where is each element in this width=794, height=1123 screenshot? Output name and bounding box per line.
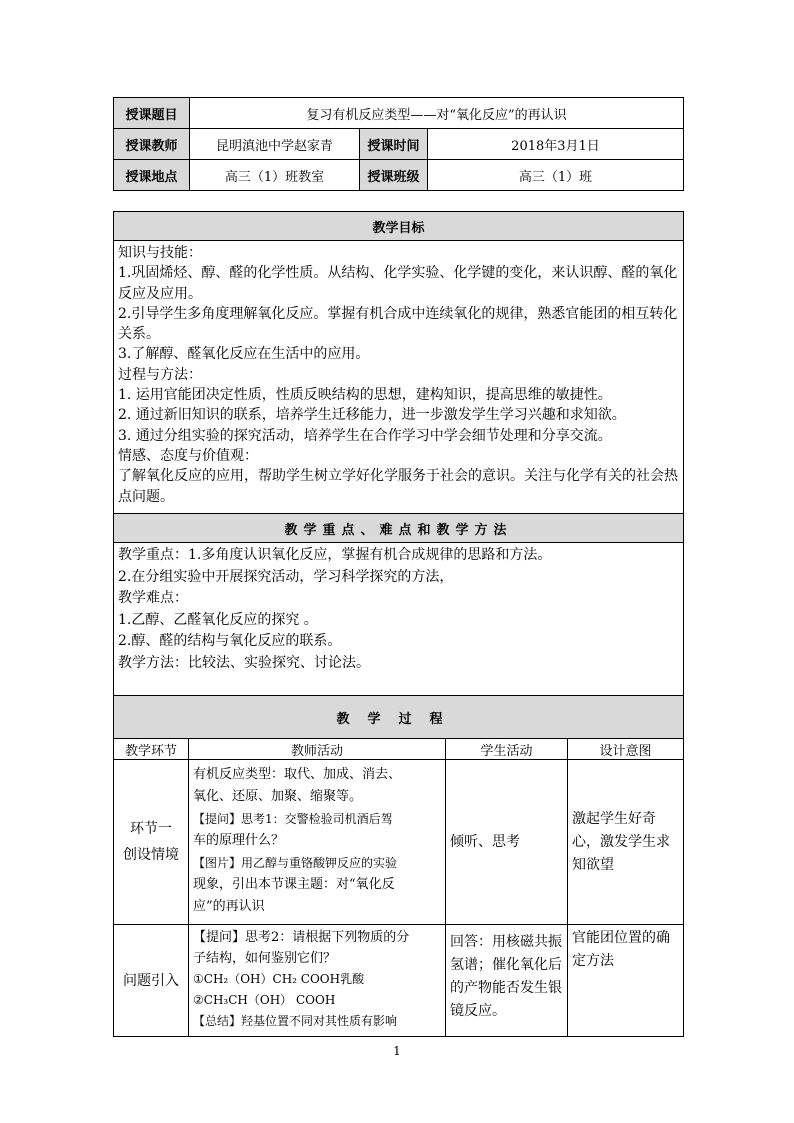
- phase-label: 创设情境: [123, 847, 179, 863]
- teacher-name: 昆明滇池中学赵家青: [190, 129, 360, 160]
- table-row: [114, 925, 684, 1037]
- goals-line: 2. 通过新旧知识的联系，培养学生迁移能力，进一步激发学生学习兴趣和求知欲。: [118, 407, 626, 424]
- page-number: 1: [393, 1044, 401, 1058]
- time-label: 授课时间: [360, 129, 428, 160]
- teacher-line: 有机反应类型：取代、加成、消去、: [193, 767, 402, 782]
- phase-cell: [114, 760, 189, 925]
- goals-line: 1. 运用官能团决定性质，性质反映结构的思想，建构知识，提高思维的敏捷性。: [118, 387, 612, 404]
- key-points-line: 教学方法：比较法、实验探究、讨论法。: [118, 654, 370, 671]
- col-header-teacher: 教师活动: [189, 739, 446, 760]
- process-title: 教学过程: [114, 696, 684, 739]
- teacher-line: 车的原理什么？: [193, 833, 285, 848]
- key-points-title: 教学重点、难点和教学方法: [114, 514, 684, 543]
- student-activity-cell: 回答：用核磁共振氢谱；催化氧化后的产物能否发生银镜反应。: [446, 925, 568, 1037]
- goals-line: 了解氧化反应的应用，帮助学生树立学好化学服务于社会的意识。关注与化学有关的社会热点问题。: [118, 468, 678, 505]
- col-header-phase: 教学环节: [114, 739, 189, 760]
- teacher-activity-cell: [189, 925, 446, 1037]
- teacher-line: 子结构，如何鉴别它们？: [193, 951, 337, 966]
- key-points-line: 1.乙醇、乙醛氧化反应的探究 。: [118, 611, 318, 628]
- lesson-time: 2018年3月1日: [428, 129, 684, 160]
- goals-body: [114, 241, 684, 514]
- teacher-line: 【总结】羟基位置不同对其性质有影响: [193, 1014, 398, 1028]
- lesson-plan-table: [113, 211, 684, 1037]
- goals-line: 2.引导学生多角度理解氧化反应。掌握有机合成中连续氧化的规律，熟悉官能团的相互转化关系。: [118, 305, 678, 343]
- col-header-student: 学生活动: [446, 739, 568, 760]
- table-row: [114, 760, 684, 925]
- teacher-line: 现象，引出本节课主题：对“氧化反: [193, 877, 395, 892]
- place-label: 授课地点: [114, 160, 190, 191]
- student-activity-cell: 倾听、思考: [446, 760, 568, 925]
- teacher-label: 授课教师: [114, 129, 190, 160]
- phase-label: 环节一: [130, 821, 172, 837]
- col-header-design: 设计意图: [568, 739, 684, 760]
- key-points-line: 2.在分组实验中开展探究活动，学习科学探究的方法，: [118, 568, 454, 585]
- lesson-info-table: [113, 97, 684, 191]
- goals-line: 3. 通过分组实验的探究活动，培养学生在合作学习中学会细节处理和分享交流。: [118, 427, 612, 444]
- design-intent-cell: 激起学生好奇心，激发学生求知欲望: [568, 760, 684, 925]
- class-label: 授课班级: [360, 160, 428, 191]
- lesson-topic: 复习有机反应类型——对“氧化反应”的再认识: [190, 98, 684, 129]
- teacher-line: 氧化、还原、加聚、缩聚等。: [193, 789, 363, 804]
- teacher-line: 【提问】思考2：请根据下列物质的分: [193, 930, 410, 945]
- teacher-activity-cell: [189, 760, 446, 925]
- goals-line: 1.巩固烯烃、醇、醛的化学性质。从结构、化学实验、化学键的变化，来认识醇、醛的氧化反应及应用。: [118, 265, 678, 302]
- key-points-body: [114, 543, 684, 696]
- goals-line: 知识与技能：: [118, 245, 202, 261]
- teacher-line: 应”的再认识: [193, 899, 265, 914]
- key-points-line: 教学重点：1.多角度认识氧化反应，掌握有机合成规律的思路和方法。: [118, 547, 552, 563]
- teacher-line: ②CH₃CH（OH） COOH: [193, 993, 336, 1007]
- lesson-class: 高三（1）班: [428, 160, 684, 191]
- phase-cell: 问题引入: [114, 925, 189, 1037]
- goals-title: 教学目标: [114, 212, 684, 241]
- topic-label: 授课题目: [114, 98, 190, 129]
- teacher-line: 【提问】思考1：交警检验司机酒后驾: [193, 812, 393, 826]
- teacher-line: ①CH₂（OH）CH₂ COOH乳酸: [193, 972, 365, 986]
- goals-line: 3.了解醇、醛氧化反应在生活中的应用。: [118, 346, 370, 363]
- goals-line: 情感、态度与价值观：: [118, 447, 258, 464]
- design-intent-cell: 官能团位置的确定方法: [568, 925, 684, 1037]
- key-points-line: 教学难点：: [118, 590, 188, 606]
- key-points-line: 2.醇、醛的结构与氧化反应的联系。: [118, 633, 342, 649]
- teacher-line: 【图片】用乙醇与重铬酸钾反应的实验: [193, 856, 398, 870]
- lesson-place: 高三（1）班教室: [190, 160, 360, 191]
- goals-line: 过程与方法：: [118, 366, 202, 383]
